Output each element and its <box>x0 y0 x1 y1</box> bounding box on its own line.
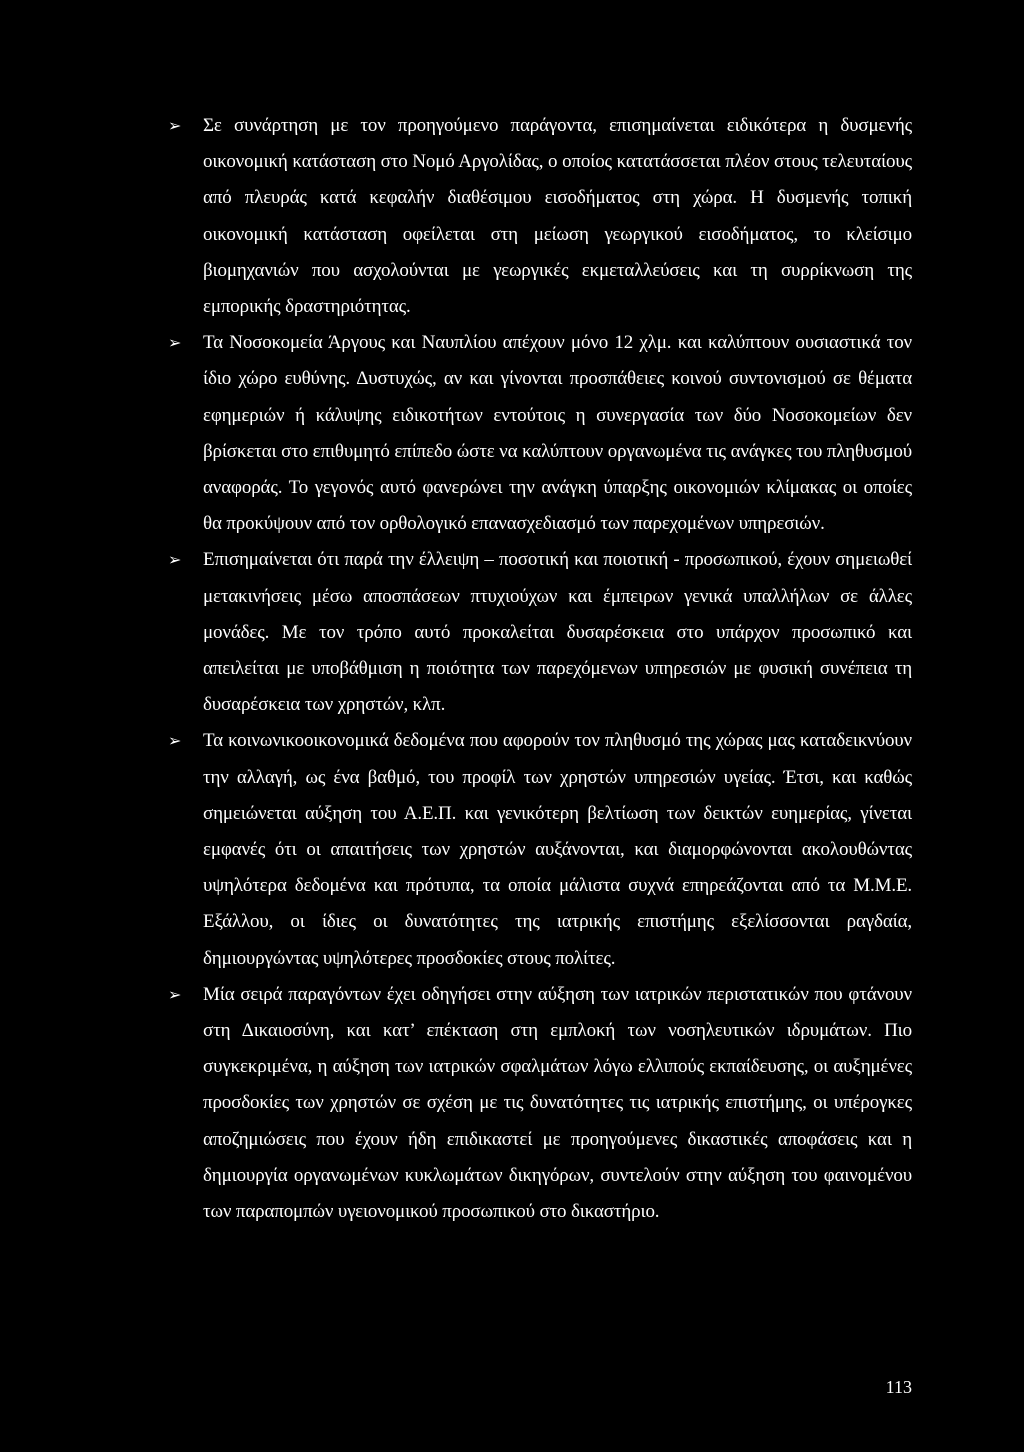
bullet-text: Σε συνάρτηση με τον προηγούμενο παράγοντα, επισημαίνεται ειδικότερα η δυσμενής οικονομική κατάσταση στο Νομό Αργολίδας, ο οποίος κατατάσσεται πλέον στους τελευταίους από πλευράς κατά κεφαλήν διαθέσιμου εισοδήματος στη χώρα. Η δυσμενής τοπική οικονομική κατάσταση οφείλεται στη μείωση γεωργικού εισοδήματος, το κλείσιμο βιομηχανιών που ασχολούνται με γεωργικές εκμεταλλεύσεις και τη συρρίκνωση της εμπορικής δραστηριότητας. <box>203 115 912 318</box>
bullet-item-hospitals-cooperation <box>168 325 912 542</box>
bullet-item-staff-transfers <box>168 542 912 723</box>
arrow-bullet-icon: ➢ <box>168 116 182 135</box>
bullet-text: Επισημαίνεται ότι παρά την έλλειψη – ποσοτική και ποιοτική - προσωπικού, έχουν σημειωθεί μετακινήσεις μέσω αποσπάσεων πτυχιούχων και έμπειρων γενικά υπαλλήλων σε άλλες μονάδες. Με τον τρόπο αυτό προκαλείται δυσαρέσκεια στο υπάρχον προσωπικό και απειλείται με υποβάθμιση η ποιότητα των παρεχόμενων υπηρεσιών με φυσική συνέπεια τη δυσαρέσκεια των χρηστών, κλπ. <box>203 549 912 716</box>
bullet-list <box>168 108 912 1230</box>
page-number: 113 <box>885 1377 912 1397</box>
bullet-text: Τα Νοσοκομεία Άργους και Ναυπλίου απέχουν μόνο 12 χλμ. και καλύπτουν ουσιαστικά τον ίδιο χώρο ευθύνης. Δυστυχώς, αν και γίνονται προσπάθειες κοινού συντονισμού σε θέματα εφημεριών ή κάλυψης ειδικοτήτων εντούτοις η συνεργασία των δύο Νοσοκομείων δεν βρίσκεται στο επιθυμητό επίπεδο ώστε να καλύπτουν οργανωμένα τις ανάγκες του πληθυσμού αναφοράς. Το γεγονός αυτό φανερώνει την ανάγκη ύπαρξης οικονομιών κλίμακας οι οποίες θα προκύψουν από τον ορθολογικό επανασχεδιασμό των παρεχομένων υπηρεσιών. <box>203 332 912 535</box>
bullet-text: Τα κοινωνικοοικονομικά δεδομένα που αφορούν τον πληθυσμό της χώρας μας καταδεικνύουν την αλλαγή, ως ένα βαθμό, του προφίλ των χρηστών υπηρεσιών υγείας. Έτσι, και καθώς σημειώνεται αύξηση του Α.Ε.Π. και γενικότερη βελτίωση των δεικτών ευημερίας, γίνεται εμφανές ότι οι απαιτήσεις των χρηστών αυξάνονται, και διαμορφώνονται ακολουθώντας υψηλότερα δεδομένα και πρότυπα, τα οποία μάλιστα συχνά επηρεάζονται από τα Μ.Μ.Ε. Εξάλλου, οι ίδιες οι δυνατότητες της ιατρικής επιστήμης εξελίσσονται ραγδαία, δημιουργώντας υψηλότερες προσδοκίες στους πολίτες. <box>203 730 912 969</box>
arrow-bullet-icon: ➢ <box>168 333 182 353</box>
arrow-bullet-icon: ➢ <box>168 550 182 570</box>
bullet-item-medical-litigation <box>168 977 912 1230</box>
bullet-item-economic-situation <box>168 108 912 325</box>
bullet-text: Μία σειρά παραγόντων έχει οδηγήσει στην αύξηση των ιατρικών περιστατικών που φτάνουν στη Δικαιοσύνη, και κατ’ επέκταση στη εμπλοκή των νοσηλευτικών ιδρυμάτων. Πιο συγκεκριμένα, η αύξηση των ιατρικών σφαλμάτων λόγω ελλιπούς εκπαίδευσης, οι αυξημένες προσδοκίες των χρηστών σε σχέση με τις δυνατότητες τις ιατρικής επιστήμης, οι υπέρογκες αποζημιώσεις που έχουν ήδη επιδικαστεί με προηγούμενες δικαστικές αποφάσεις και η δημιουργία οργανωμένων κυκλωμάτων δικηγόρων, συντελούν στην αύξηση του φαινομένου των παραπομπών υγειονομικού προσωπικού στο δικαστήριο. <box>203 983 912 1223</box>
arrow-bullet-icon: ➢ <box>168 731 182 751</box>
bullet-item-user-profile <box>168 723 912 976</box>
arrow-bullet-icon: ➢ <box>168 984 182 1004</box>
